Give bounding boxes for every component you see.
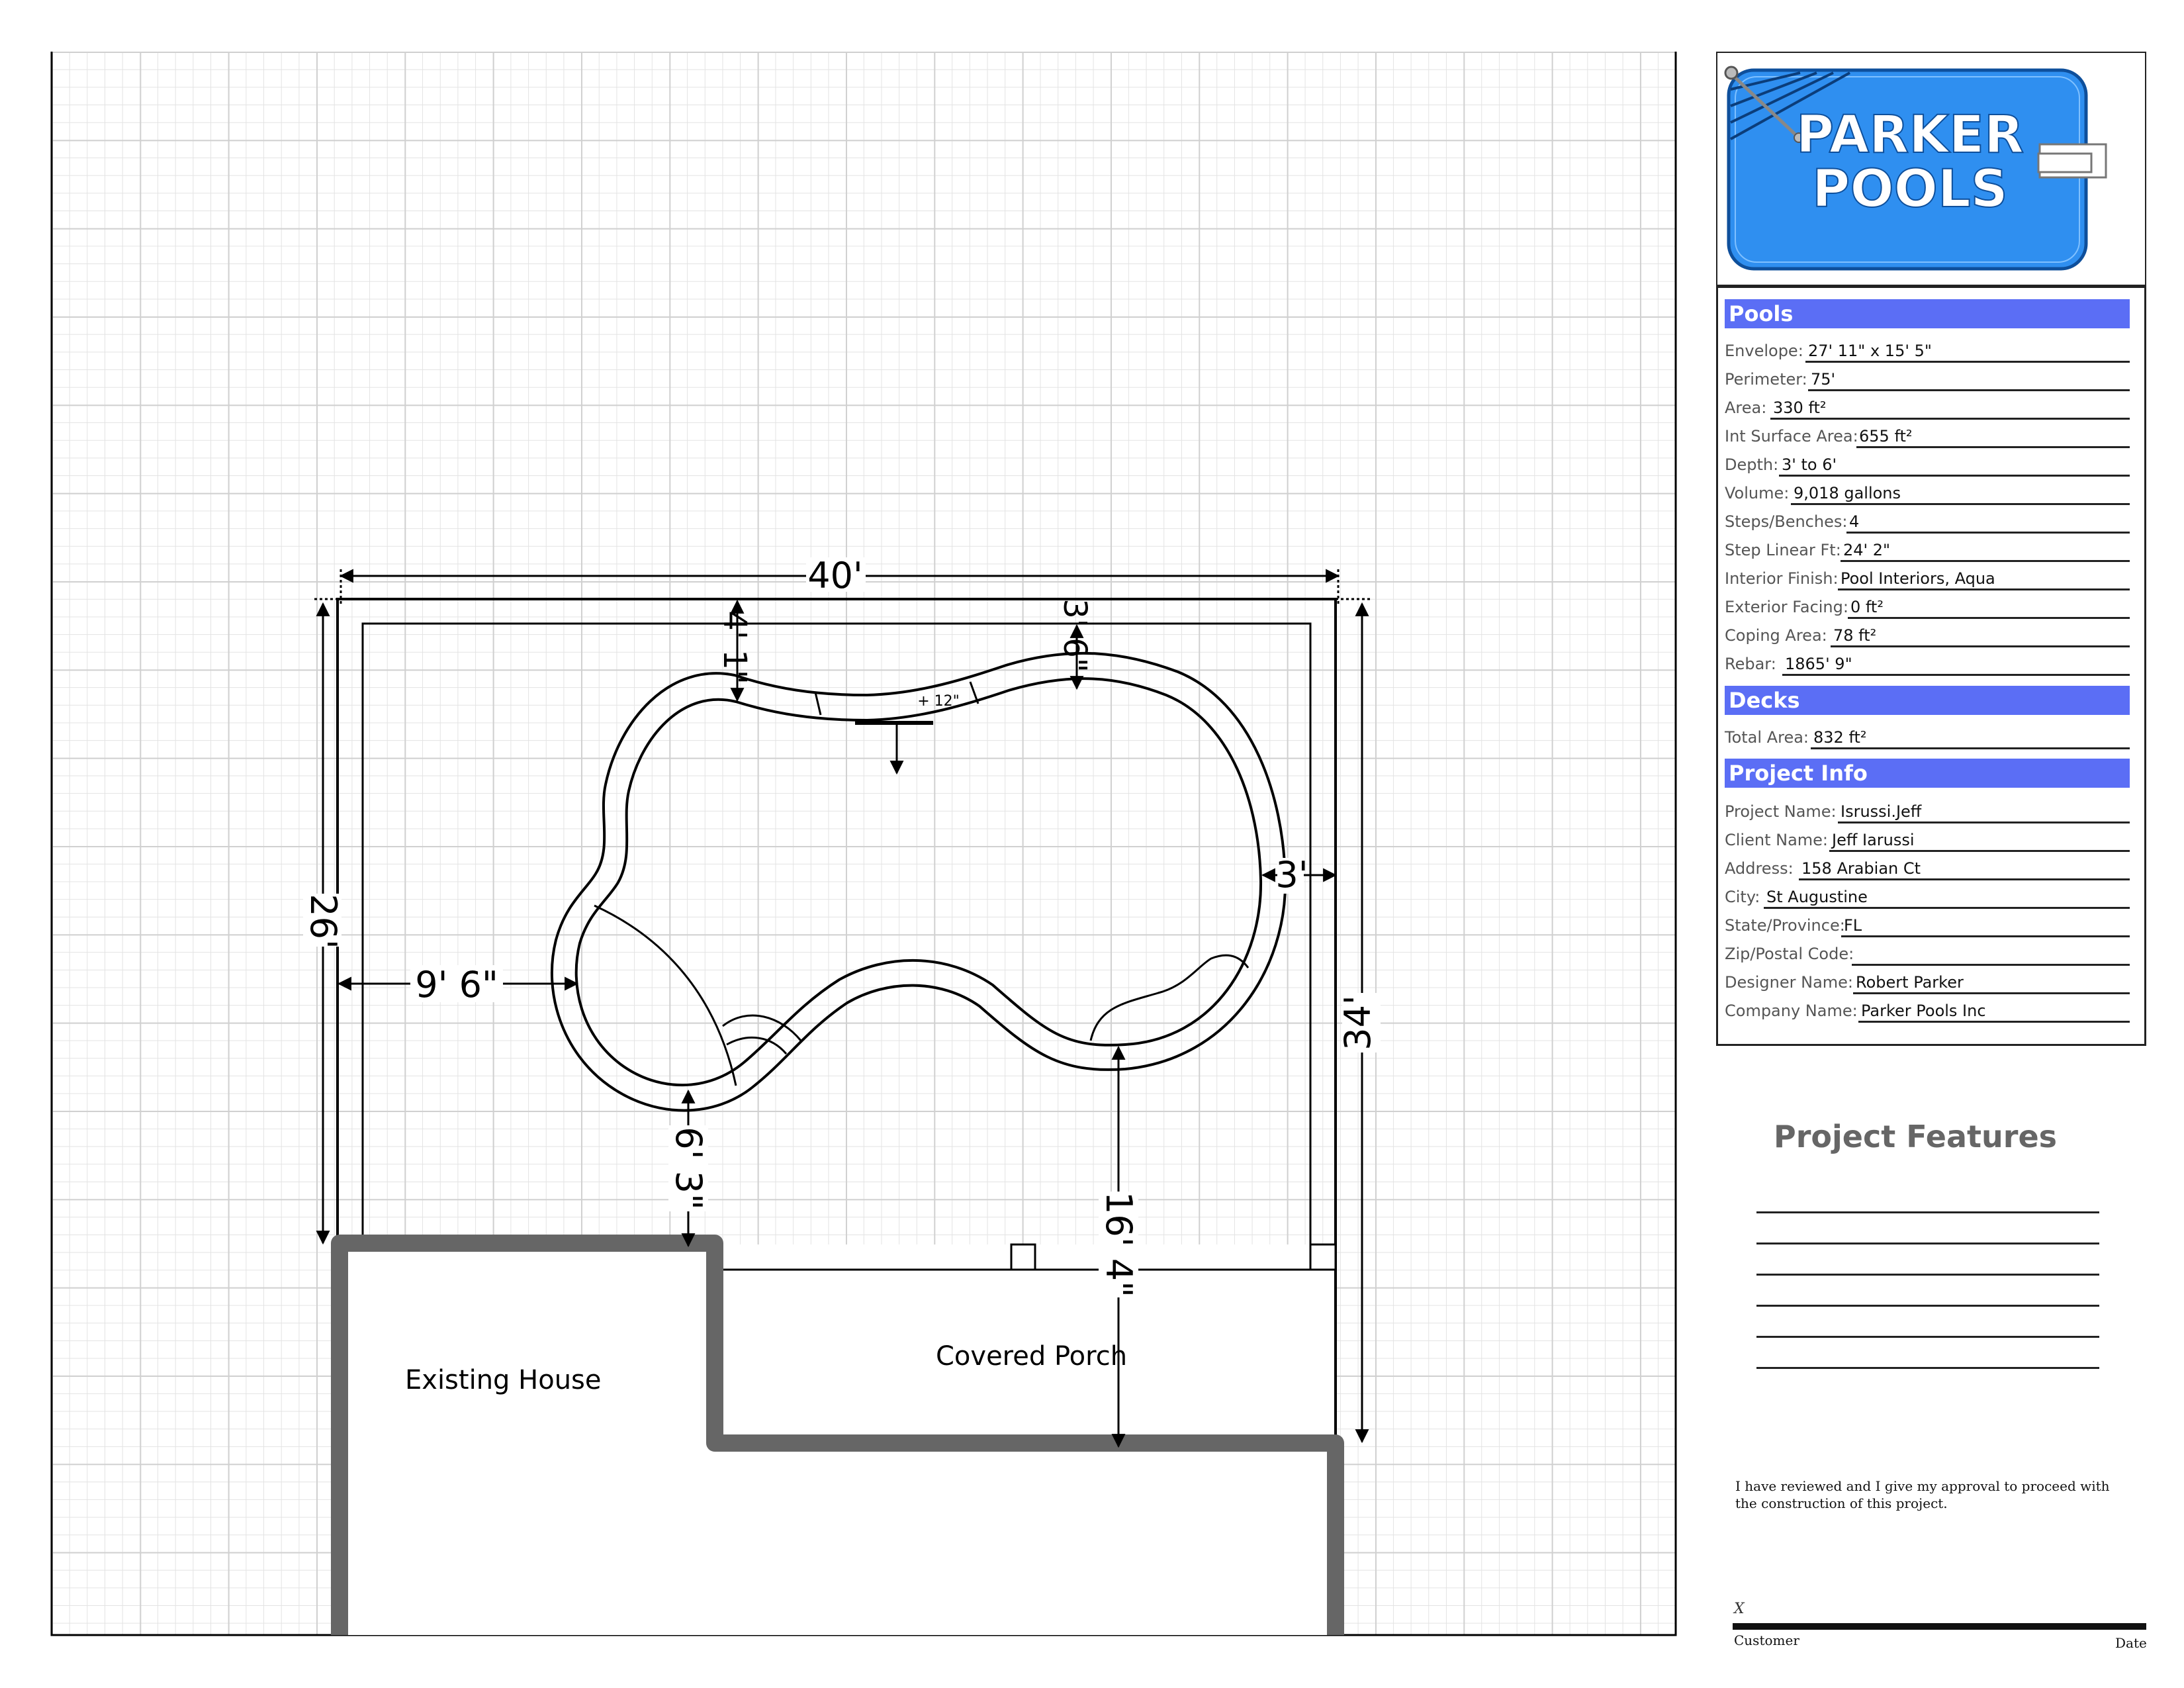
dim-bottom-offset-label: 6' 3" bbox=[668, 1127, 709, 1210]
field-underline bbox=[1838, 821, 2130, 823]
field-label: Designer Name: bbox=[1725, 973, 1854, 992]
porch-post-left bbox=[1011, 1244, 1035, 1270]
field-underline bbox=[1764, 907, 2130, 909]
date-label: Date bbox=[2115, 1635, 2147, 1651]
field-underline bbox=[1846, 532, 2130, 534]
project-info-row bbox=[1725, 884, 2130, 910]
field-value: Pool Interiors, Aqua bbox=[1841, 569, 1995, 588]
feature-line-4 bbox=[1756, 1305, 2099, 1307]
feature-line-2 bbox=[1756, 1243, 2099, 1244]
pools-row bbox=[1725, 395, 2130, 421]
feature-line-3 bbox=[1756, 1274, 2099, 1276]
field-underline bbox=[1838, 588, 2130, 590]
field-value: 158 Arabian Ct bbox=[1801, 859, 1921, 878]
field-label: Depth: bbox=[1725, 455, 1779, 474]
field-value: 655 ft² bbox=[1859, 427, 1913, 445]
field-underline bbox=[1858, 1021, 2130, 1023]
feature-line-1 bbox=[1756, 1211, 2099, 1213]
field-label: City: bbox=[1725, 888, 1760, 906]
dim-width-label: 40' bbox=[807, 555, 863, 596]
field-underline bbox=[1791, 503, 2130, 505]
field-underline bbox=[1853, 992, 2130, 994]
field-label: Area: bbox=[1725, 399, 1767, 417]
project-features-title: Project Features bbox=[1774, 1119, 2058, 1154]
field-label: Total Area: bbox=[1725, 728, 1809, 747]
field-value: Robert Parker bbox=[1856, 973, 1964, 992]
pools-row bbox=[1725, 366, 2130, 393]
field-value: 832 ft² bbox=[1813, 728, 1867, 747]
dim-left-height-label: 26' bbox=[302, 894, 344, 949]
project-info-row bbox=[1725, 912, 2130, 939]
field-label: Envelope: bbox=[1725, 342, 1803, 360]
field-underline bbox=[1841, 935, 2130, 937]
field-label: Project Name: bbox=[1725, 802, 1837, 821]
pools-row bbox=[1725, 594, 2130, 620]
pools-row bbox=[1725, 451, 2130, 478]
project-info-row bbox=[1725, 998, 2130, 1024]
field-value: 1865' 9" bbox=[1785, 655, 1852, 673]
pools-row bbox=[1725, 537, 2130, 563]
field-underline bbox=[1829, 850, 2130, 852]
field-label: Address: bbox=[1725, 859, 1794, 878]
logo-text-parker: PARKER bbox=[1796, 105, 2025, 165]
project-info-row bbox=[1725, 798, 2130, 825]
field-value: 75' bbox=[1811, 370, 1836, 389]
field-label: Volume: bbox=[1725, 484, 1790, 502]
project-info-row bbox=[1725, 941, 2130, 967]
field-value: Isrussi.Jeff bbox=[1841, 802, 1922, 821]
pools-row bbox=[1725, 338, 2130, 364]
decks-row bbox=[1725, 724, 2130, 751]
field-value: 9,018 gallons bbox=[1794, 484, 1901, 502]
project-info-row bbox=[1725, 969, 2130, 996]
field-underline bbox=[1811, 747, 2130, 749]
field-value: Parker Pools Inc bbox=[1861, 1002, 1986, 1020]
feature-line-5 bbox=[1756, 1336, 2099, 1338]
field-value: Jeff Iarussi bbox=[1832, 831, 1915, 849]
field-underline bbox=[1782, 674, 2130, 676]
dim-right-height-label: 34' bbox=[1337, 995, 1379, 1051]
field-value: 27' 11" x 15' 5" bbox=[1808, 342, 1932, 360]
project-info-row bbox=[1725, 855, 2130, 882]
pools-row bbox=[1725, 480, 2130, 506]
field-value: 330 ft² bbox=[1773, 399, 1827, 417]
signature-x-mark: X bbox=[1734, 1601, 1745, 1617]
field-label: Int Surface Area: bbox=[1725, 427, 1858, 445]
field-value: 24' 2" bbox=[1843, 541, 1891, 559]
field-underline bbox=[1831, 645, 2130, 647]
field-value: 78 ft² bbox=[1833, 626, 1877, 645]
field-underline bbox=[1852, 964, 2130, 966]
field-value: 4 bbox=[1849, 512, 1860, 531]
project-info-row bbox=[1725, 827, 2130, 853]
field-label: Rebar: bbox=[1725, 655, 1776, 673]
dim-right-side-label: 3' bbox=[1275, 854, 1308, 896]
field-underline bbox=[1805, 361, 2130, 363]
field-label: Zip/Postal Code: bbox=[1725, 945, 1854, 963]
logo-text-pools: POOLS bbox=[1812, 160, 2008, 219]
field-underline bbox=[1779, 475, 2130, 477]
section-header-pools: Pools bbox=[1725, 299, 2130, 328]
field-underline bbox=[1856, 446, 2130, 448]
field-underline bbox=[1770, 418, 2130, 420]
signature-line[interactable] bbox=[1733, 1623, 2146, 1630]
field-underline bbox=[1841, 560, 2130, 562]
field-label: Coping Area: bbox=[1725, 626, 1827, 645]
dim-top-right-label: 3' 6" bbox=[1056, 598, 1093, 673]
house-label: Existing House bbox=[405, 1365, 602, 1395]
field-label: Client Name: bbox=[1725, 831, 1828, 849]
field-label: Steps/Benches: bbox=[1725, 512, 1848, 531]
pools-row bbox=[1725, 651, 2130, 677]
field-label: State/Province: bbox=[1725, 916, 1845, 935]
logo-panel bbox=[1716, 52, 2146, 286]
field-underline bbox=[1848, 617, 2130, 619]
field-value: 0 ft² bbox=[1850, 598, 1884, 616]
field-label: Step Linear Ft: bbox=[1725, 541, 1841, 559]
pools-row bbox=[1725, 565, 2130, 592]
approval-text: I have reviewed and I give my approval to proceed with the construction of this project. bbox=[1735, 1478, 2110, 1511]
field-label: Exterior Facing: bbox=[1725, 598, 1848, 616]
field-value: FL bbox=[1844, 916, 1862, 935]
field-label: Interior Finish: bbox=[1725, 569, 1839, 588]
feature-line-6 bbox=[1756, 1367, 2099, 1369]
dim-left-offset-label: 9' 6" bbox=[415, 964, 498, 1006]
dim-porch-offset-label: 16' 4" bbox=[1098, 1192, 1140, 1297]
section-header-project-info: Project Info bbox=[1725, 759, 2130, 788]
field-underline bbox=[1799, 878, 2130, 880]
step-note-label: + 12" bbox=[917, 693, 960, 710]
porch-label: Covered Porch bbox=[936, 1341, 1128, 1372]
field-underline bbox=[1808, 389, 2130, 391]
pools-row bbox=[1725, 508, 2130, 535]
customer-label: Customer bbox=[1734, 1632, 1799, 1648]
field-value: 3' to 6' bbox=[1782, 455, 1837, 474]
porch-post-right bbox=[1310, 1244, 1336, 1270]
field-label: Company Name: bbox=[1725, 1002, 1858, 1020]
section-header-decks: Decks bbox=[1725, 686, 2130, 715]
dim-top-left-label: 4' 1" bbox=[716, 610, 753, 684]
pools-row bbox=[1725, 622, 2130, 649]
field-label: Perimeter: bbox=[1725, 370, 1807, 389]
pools-row bbox=[1725, 423, 2130, 449]
field-value: St Augustine bbox=[1766, 888, 1868, 906]
